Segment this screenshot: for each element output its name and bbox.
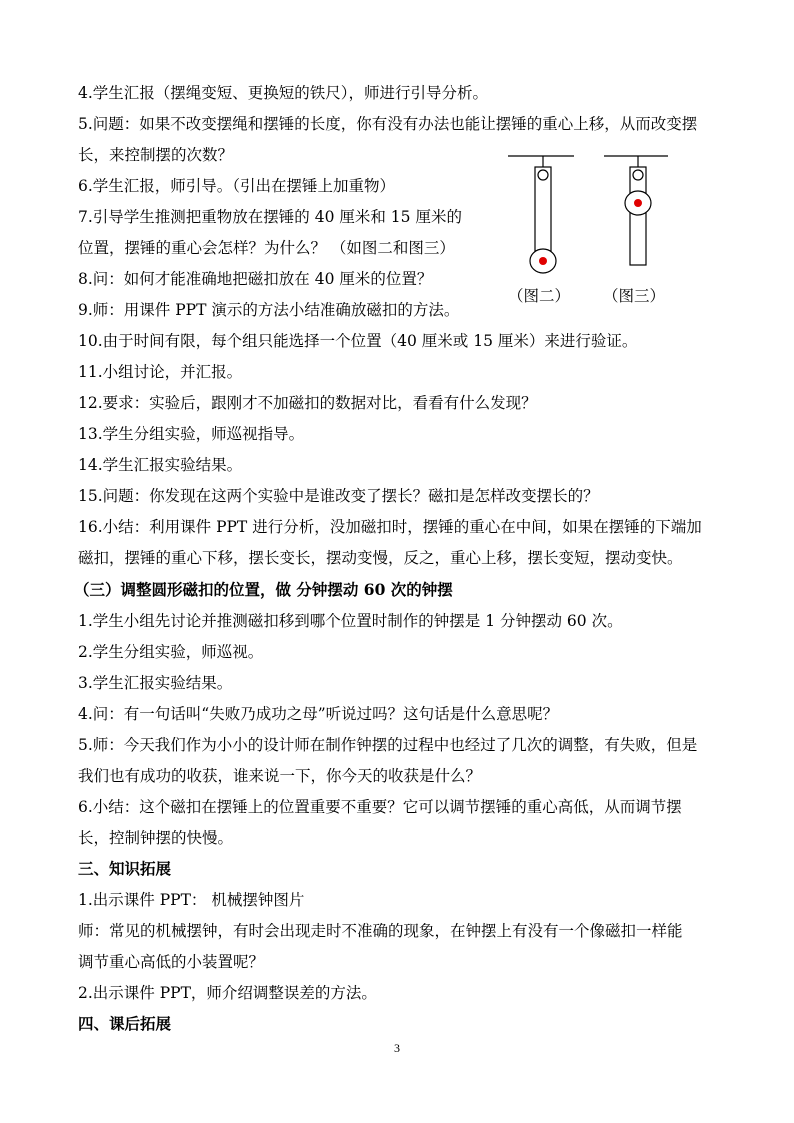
- pendulum-figures: [502, 148, 682, 318]
- pendulum-diagram: [502, 148, 682, 278]
- page-number: 3: [394, 1041, 400, 1055]
- text-line: 长，控制钟摆的快慢。: [78, 829, 234, 847]
- text-line: 6.小结：这个磁扣在摆锤上的位置重要不重要？它可以调节摆锤的重心高低，从而调节摆: [78, 798, 682, 816]
- text-line: 12.要求：实验后，跟刚才不加磁扣的数据对比，看看有什么发现？: [78, 394, 537, 412]
- section-heading: （三）调整圆形磁扣的位置，做 分钟摆动 60 次的钟摆: [74, 580, 453, 599]
- text-line: 16.小结：利用课件 PPT 进行分析，没加磁扣时，摆锤的重心在中间，如果在摆锤的下端加: [78, 518, 702, 536]
- text-line: 位置，摆锤的重心会怎样？为什么？ （如图二和图三）: [78, 239, 455, 257]
- text-line: 1.学生小组先讨论并推测磁扣移到哪个位置时制作的钟摆是 1 分钟摆动 60 次。: [78, 612, 623, 630]
- text-line: 14.学生汇报实验结果。: [78, 456, 243, 474]
- text-line: 4.问：有一句话叫“失败乃成功之母”听说过吗？这句话是什么意思呢？: [78, 705, 559, 723]
- text-line: 5.问题：如果不改变摆绳和摆锤的长度，你有没有办法也能让摆锤的重心上移，从而改变摆: [78, 115, 698, 133]
- section-heading: 四、课后拓展: [78, 1014, 172, 1033]
- text-line: 4.学生汇报（摆绳变短、更换短的铁尺），师进行引导分析。: [78, 84, 489, 102]
- pendulum-figure-two: [508, 156, 574, 273]
- text-line: 15.问题：你发现在这两个实验中是谁改变了摆长？磁扣是怎样改变摆长的？: [78, 487, 599, 505]
- text-line: 6.学生汇报，师引导。（引出在摆锤上加重物）: [78, 177, 396, 195]
- text-line: 5.师：今天我们作为小小的设计师在制作钟摆的过程中也经过了几次的调整，有失败，但是: [78, 736, 698, 754]
- text-line: 磁扣，摆锤的重心下移，摆长变长，摆动变慢，反之，重心上移，摆长变短，摆动变快。: [78, 549, 683, 567]
- text-line: 13.学生分组实验，师巡视指导。: [78, 425, 305, 443]
- text-line: 3.学生汇报实验结果。: [78, 674, 233, 692]
- text-line: 8.问：如何才能准确地把磁扣放在 40 厘米的位置？: [78, 270, 433, 288]
- text-line: 11.小组讨论，并汇报。: [78, 363, 243, 381]
- pendulum-figure-three: [604, 156, 668, 265]
- pivot-hole: [633, 170, 643, 180]
- text-line: 1.出示课件 PPT： 机械摆钟图片: [78, 891, 305, 909]
- text-line: 调节重心高低的小装置呢？: [78, 953, 265, 971]
- magnet-center-dot: [634, 199, 642, 207]
- pendulum-ruler: [630, 167, 646, 265]
- pivot-hole: [538, 170, 548, 180]
- text-line: 10.由于时间有限，每个组只能选择一个位置（40 厘米或 15 厘米）来进行验证。: [78, 332, 638, 350]
- text-line: 9.师：用课件 PPT 演示的方法小结准确放磁扣的方法。: [78, 301, 460, 319]
- figure-caption-three: （图三）: [603, 287, 666, 305]
- text-line: 我们也有成功的收获，谁来说一下，你今天的收获是什么？: [78, 767, 482, 785]
- text-line: 2.出示课件 PPT，师介绍调整误差的方法。: [78, 984, 377, 1002]
- magnet-center-dot: [539, 257, 547, 265]
- figure-caption-two: （图二）: [508, 287, 571, 305]
- text-line: 师：常见的机械摆钟，有时会出现走时不准确的现象，在钟摆上有没有一个像磁扣一样能: [78, 922, 683, 940]
- section-heading: 三、知识拓展: [78, 859, 172, 878]
- text-line: 7.引导学生推测把重物放在摆锤的 40 厘米和 15 厘米的: [78, 208, 462, 226]
- text-line: 长，来控制摆的次数？: [78, 146, 234, 164]
- text-line: 2.学生分组实验，师巡视。: [78, 643, 264, 661]
